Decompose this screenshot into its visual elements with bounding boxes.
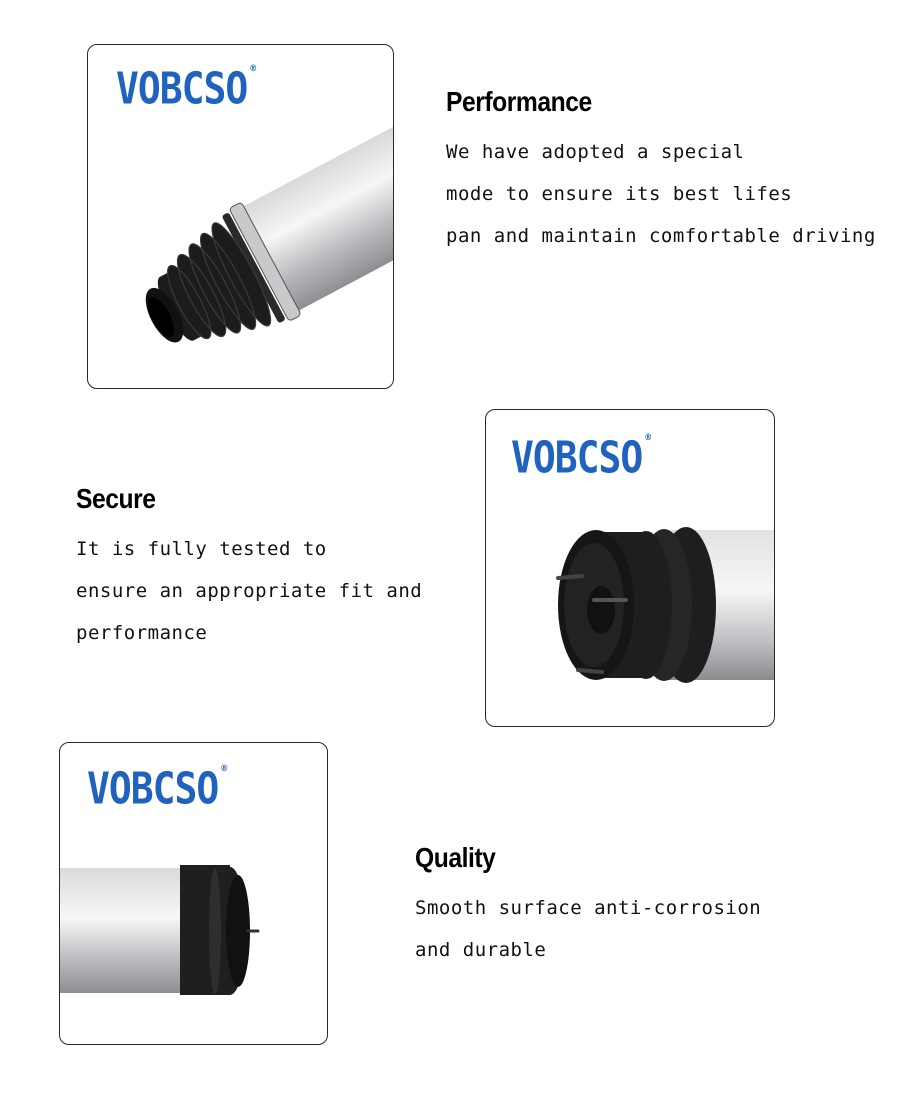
heading-performance: Performance <box>446 86 592 117</box>
registered-mark: ® <box>220 763 229 774</box>
secure-line-2: ensure an appropriate fit and <box>76 580 423 602</box>
product-card-performance <box>87 44 394 389</box>
product-photo-side <box>60 743 327 1044</box>
registered-mark: ® <box>249 63 258 74</box>
brand-name: VOBCSO <box>511 432 643 483</box>
secure-line-3: performance <box>76 622 208 644</box>
brand-name: VOBCSO <box>116 63 248 114</box>
brand-name: VOBCSO <box>87 763 219 814</box>
secure-line-1: It is fully tested to <box>76 538 327 560</box>
product-card-quality <box>59 742 328 1045</box>
heading-quality: Quality <box>415 842 496 873</box>
product-photo-bellows <box>88 45 393 388</box>
product-card-secure <box>485 409 775 727</box>
performance-line-3: pan and maintain comfortable driving <box>446 225 876 247</box>
product-photo-top-mount <box>486 410 774 726</box>
quality-line-2: and durable <box>415 939 547 961</box>
quality-line-1: Smooth surface anti-corrosion <box>415 897 762 919</box>
registered-mark: ® <box>644 432 653 443</box>
performance-line-1: We have adopted a special <box>446 141 745 163</box>
heading-secure: Secure <box>76 483 156 514</box>
performance-line-2: mode to ensure its best lifes <box>446 183 793 205</box>
